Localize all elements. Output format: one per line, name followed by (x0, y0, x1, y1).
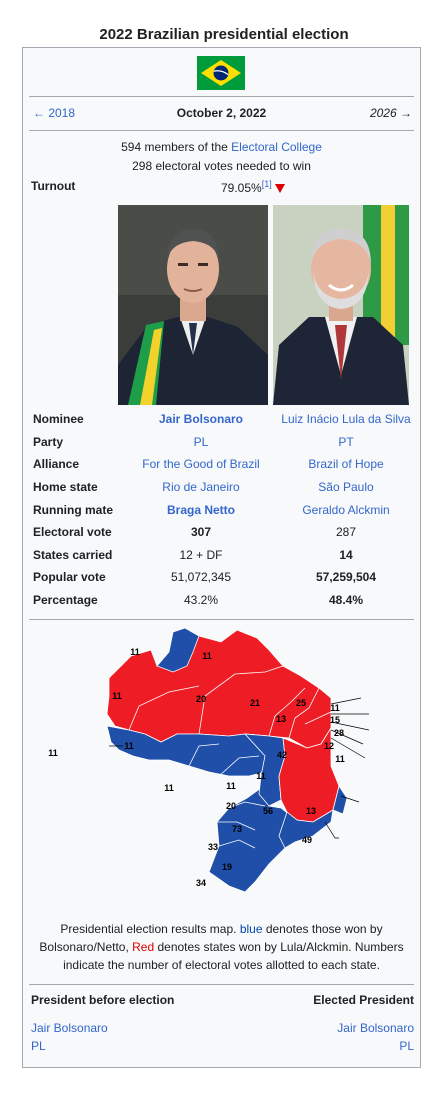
president-before-name-link[interactable]: Jair Bolsonaro (31, 1021, 108, 1035)
divider (29, 619, 414, 620)
map-vote-label: 11 (202, 651, 212, 661)
turnout-number: 79.05% (221, 181, 262, 195)
caption-text: Presidential election results map. (60, 922, 240, 936)
brazil-flag-icon (197, 56, 245, 90)
cell-value: 48.4% (328, 593, 364, 608)
lula-link[interactable]: Luiz Inácio Lula da Silva (281, 412, 411, 427)
cell-value: 57,259,504 (315, 570, 377, 585)
cell-value: 51,072,345 (170, 570, 232, 585)
table-row (29, 476, 415, 499)
next-arrow: → (396, 106, 412, 120)
map-caption (31, 920, 412, 974)
map-vote-label: 21 (249, 698, 261, 708)
caption-red: Red (132, 940, 155, 954)
map-vote-label: 11 (124, 741, 134, 751)
row-label: Alliance (33, 457, 80, 472)
cell-value: 43.2% (183, 593, 219, 608)
map-vote-label: 12 (323, 741, 335, 751)
cell-value: 14 (339, 547, 353, 562)
row-label: Party (33, 434, 64, 449)
running-mate-link-b[interactable]: Geraldo Alckmin (302, 502, 390, 517)
home-state-link-b[interactable]: São Paulo (318, 480, 374, 495)
table-row (29, 453, 415, 476)
map-vote-label: 11 (164, 783, 174, 793)
table-row (29, 544, 415, 567)
divider (29, 130, 414, 131)
map-vote-label: 11 (226, 781, 236, 791)
pl-party-link[interactable]: PL (193, 434, 209, 449)
row-label: States carried (33, 547, 113, 562)
electoral-college-info (23, 138, 420, 176)
row-label: Running mate (33, 502, 113, 517)
row-label: Percentage (33, 593, 98, 608)
map-vote-label: 20 (195, 694, 207, 704)
caption-blue: blue (239, 922, 263, 936)
votes-needed: 298 electoral votes needed to win (132, 159, 311, 173)
map-vote-label: 15 (329, 715, 341, 725)
previous-election-link[interactable]: ← 2018 (33, 106, 76, 120)
map-vote-label: 13 (305, 806, 317, 816)
map-vote-label: 11 (256, 771, 266, 781)
table-row (29, 566, 415, 589)
caption-text: denotes those won by Bolsonaro/Netto, (39, 922, 383, 954)
map-vote-label: 34 (195, 878, 207, 888)
map-vote-label: 73 (231, 824, 243, 834)
page-title: 2022 Brazilian presidential election (99, 26, 349, 43)
table-row (29, 521, 415, 544)
map-vote-label: 42 (276, 750, 288, 760)
map-vote-label: 28 (333, 728, 345, 738)
election-date: October 2, 2022 (176, 106, 267, 120)
bolsonaro-portrait[interactable] (118, 205, 268, 405)
caption-text: denotes states won by Lula/Alckmin. Numbers indicate the number of electoral votes allotted to each state. (63, 940, 404, 972)
map-vote-label: 11 (330, 703, 340, 713)
map-vote-label: 56 (262, 806, 274, 816)
infobox (22, 47, 421, 1068)
table-row (29, 498, 415, 521)
pt-party-link[interactable]: PT (338, 434, 354, 449)
map-vote-label: 11 (48, 748, 58, 758)
map-region-north (107, 630, 331, 748)
divider (29, 96, 414, 97)
electoral-college-link[interactable]: Electoral College (231, 140, 322, 154)
cell-value: 12 + DF (179, 547, 223, 562)
row-label: Nominee (33, 412, 84, 427)
candidates-table (29, 408, 415, 611)
table-row (29, 431, 415, 454)
map-vote-label: 25 (295, 698, 307, 708)
map-vote-label: 11 (335, 754, 345, 764)
elected-president (337, 1019, 414, 1055)
map-vote-label: 19 (221, 862, 233, 872)
table-row (29, 408, 415, 431)
decrease-arrow-icon (275, 184, 285, 193)
row-label: Home state (33, 480, 98, 495)
cell-value: 287 (335, 525, 357, 540)
running-mate-link-a[interactable]: Braga Netto (166, 502, 235, 517)
map-vote-label: 11 (130, 647, 140, 657)
results-map[interactable] (48, 626, 379, 896)
elected-president-label: Elected President (313, 993, 414, 1007)
map-vote-label: 49 (301, 835, 313, 845)
elected-president-party-link[interactable]: PL (399, 1039, 414, 1053)
home-state-link-a[interactable]: Rio de Janeiro (162, 480, 240, 495)
divider (29, 984, 414, 985)
cell-value: 307 (190, 525, 212, 540)
map-vote-label: 11 (112, 691, 122, 701)
president-before-label: President before election (31, 993, 175, 1007)
alliance-link-b[interactable]: Brazil of Hope (308, 457, 384, 472)
next-election[interactable] (370, 106, 412, 120)
alliance-link-a[interactable]: For the Good of Brazil (142, 457, 260, 472)
map-vote-label: 33 (207, 842, 219, 852)
row-label: Popular vote (33, 570, 106, 585)
next-election-year: 2026 (369, 106, 397, 120)
president-before-party-link[interactable]: PL (31, 1039, 46, 1053)
elected-president-name-link[interactable]: Jair Bolsonaro (337, 1021, 414, 1035)
map-vote-label: 13 (275, 714, 287, 724)
row-label: Electoral vote (33, 525, 112, 540)
turnout-label: Turnout (31, 179, 76, 193)
lula-portrait[interactable] (273, 205, 409, 405)
president-before (31, 1019, 108, 1055)
ec-text: 594 members of the (121, 140, 232, 154)
turnout-value (221, 179, 285, 195)
bolsonaro-link[interactable]: Jair Bolsonaro (158, 412, 244, 427)
map-vote-label: 20 (225, 801, 237, 811)
table-row (29, 589, 415, 612)
turnout-reference-link[interactable]: [1] (261, 179, 272, 189)
